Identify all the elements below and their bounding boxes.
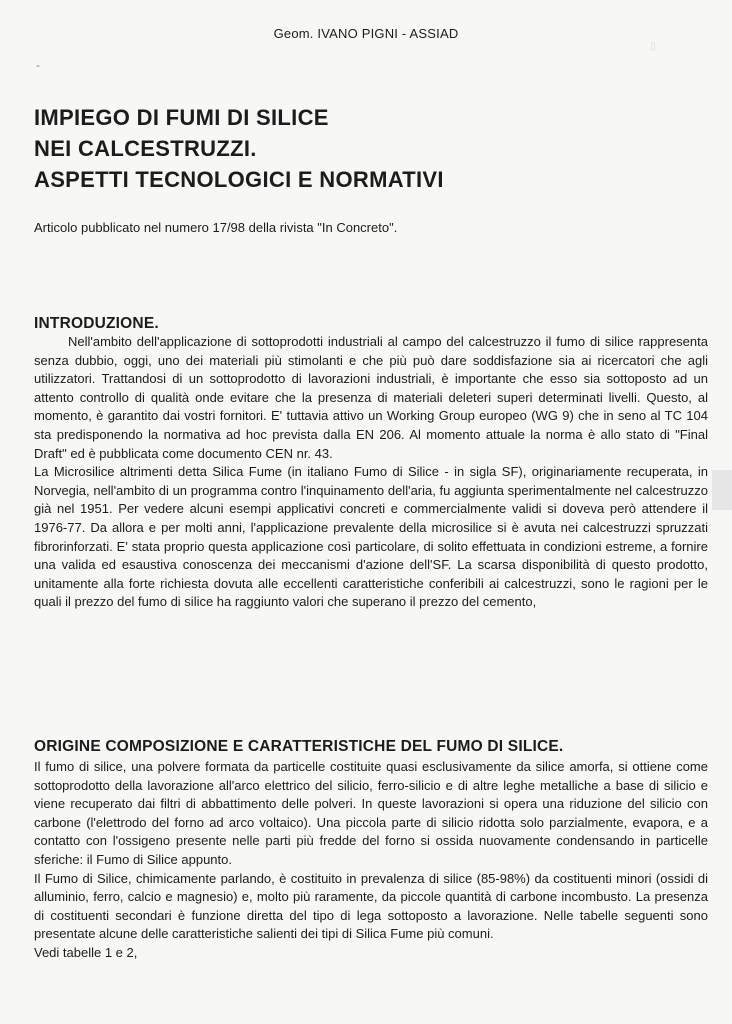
section-heading-introduzione: INTRODUZIONE. — [34, 315, 159, 332]
title-line: ASPETTI TECNOLOGICI E NORMATIVI — [34, 167, 444, 192]
paragraph: Il fumo di silice, una polvere formata da particelle costituite quasi esclusivamente da silice amorfa, si ottiene come sottoprodotto della lavorazione all'arco elettrico del silicio, ferro-silicio e di altre leghe metalliche a base di silicio e viene recuperato dai filtri di abbattimento delle polveri. In queste lavorazioni si opera una riduzione del silicio con carbone (l'elettrodo del forno ad arco voltaico). Una piccola parte di silicio ridotta solo parzialmente, evapora, e a contatto con l'ossigeno presente nelle parti più fredde del forno si ossida nuovamente condensando in particelle sferiche: il Fumo di Silice appunto. — [34, 759, 708, 867]
article-title — [34, 102, 694, 195]
title-line: IMPIEGO DI FUMI DI SILICE — [34, 105, 329, 130]
paragraph: Il Fumo di Silice, chimicamente parlando, è costituito in prevalenza di silice (85-98%) da costituenti minori (ossidi di alluminio, ferro, calcio e magnesio) e, molto più raramente, da piccole quantità di carbone incombusto. La presenza di costituenti secondari è funzione diretta del tipo di lega sottoposto a lavorazione. Nelle tabelle seguenti sono presentate alcune delle caratteristiche salienti dei tipi di Silica Fume più comuni. — [34, 870, 708, 942]
scan-speck: - — [36, 58, 40, 72]
paragraph: Vedi tabelle 1 e 2, — [34, 944, 138, 960]
introduction-body — [34, 333, 708, 612]
scan-shadow — [712, 470, 732, 510]
paragraph: Nell'ambito dell'applicazione di sottoprodotti industriali al campo del calcestruzzo il fumo di silice rappresenta senza dubbio, oggi, uno dei materiali più stimolanti e che più può dare soddisfazione sia ai ricercatori che agli utilizzatori. Trattandosi di un sottoprodotto di lavorazioni industriali, è importante che esso sia sottoposto ad un attento controllo di qualità onde evitare che la presenza di materiali deleteri superi determinati livelli. Questo, al momento, è garantito dai vostri fornitori. E' tuttavia attivo un Working Group europeo (WG 9) che in seno al TC 104 sta predisponendo la normativa ad hoc prevista dalla EN 206. Al momento attuale la norma è allo stato di "Final Draft" ed è pubblicata come documento CEN nr. 43. — [34, 334, 708, 461]
publication-note: Articolo pubblicato nel numero 17/98 della rivista "In Concreto". — [34, 220, 398, 235]
author-header: Geom. IVANO PIGNI - ASSIAD — [273, 26, 459, 41]
paragraph: La Microsilice altrimenti detta Silica Fume (in italiano Fumo di Silice - in sigla SF), originariamente recuperata, in Norvegia, nell'ambito di un programma contro l'inquinamento dell'aria, fu aggiunta sperimentalmente nel calcestruzzo già nel 1951. Per vedere alcuni esempi applicativi concreti e commercialmente validi si doveva però attendere il 1976-77. Da allora e per molti anni, l'applicazione prevalente della microsilice si è avuta nei calcestruzzi spruzzati fibrorinforzati. E' stata proprio questa applicazione così particolare, di solito effettuata in condizioni estreme, a fornire una valida ed esaustiva conoscenza dei meccanismi d'azione dell'SF. La scarsa disponibilità di questo prodotto, unitamente alla forte richiesta dovuta alle eccellenti caratteristiche conferibili ai calcestruzzi, sono le ragioni per le quali il prezzo del fumo di silice ha raggiunto valori che superano il prezzo del cemento, — [34, 464, 708, 610]
title-line: NEI CALCESTRUZZI. — [34, 136, 257, 161]
section-heading-origine: ORIGINE COMPOSIZIONE E CARATTERISTICHE DEL FUMO DI SILICE. — [34, 738, 564, 755]
origin-body — [34, 758, 708, 963]
bleed-through-artifact: ▯ — [650, 41, 656, 52]
